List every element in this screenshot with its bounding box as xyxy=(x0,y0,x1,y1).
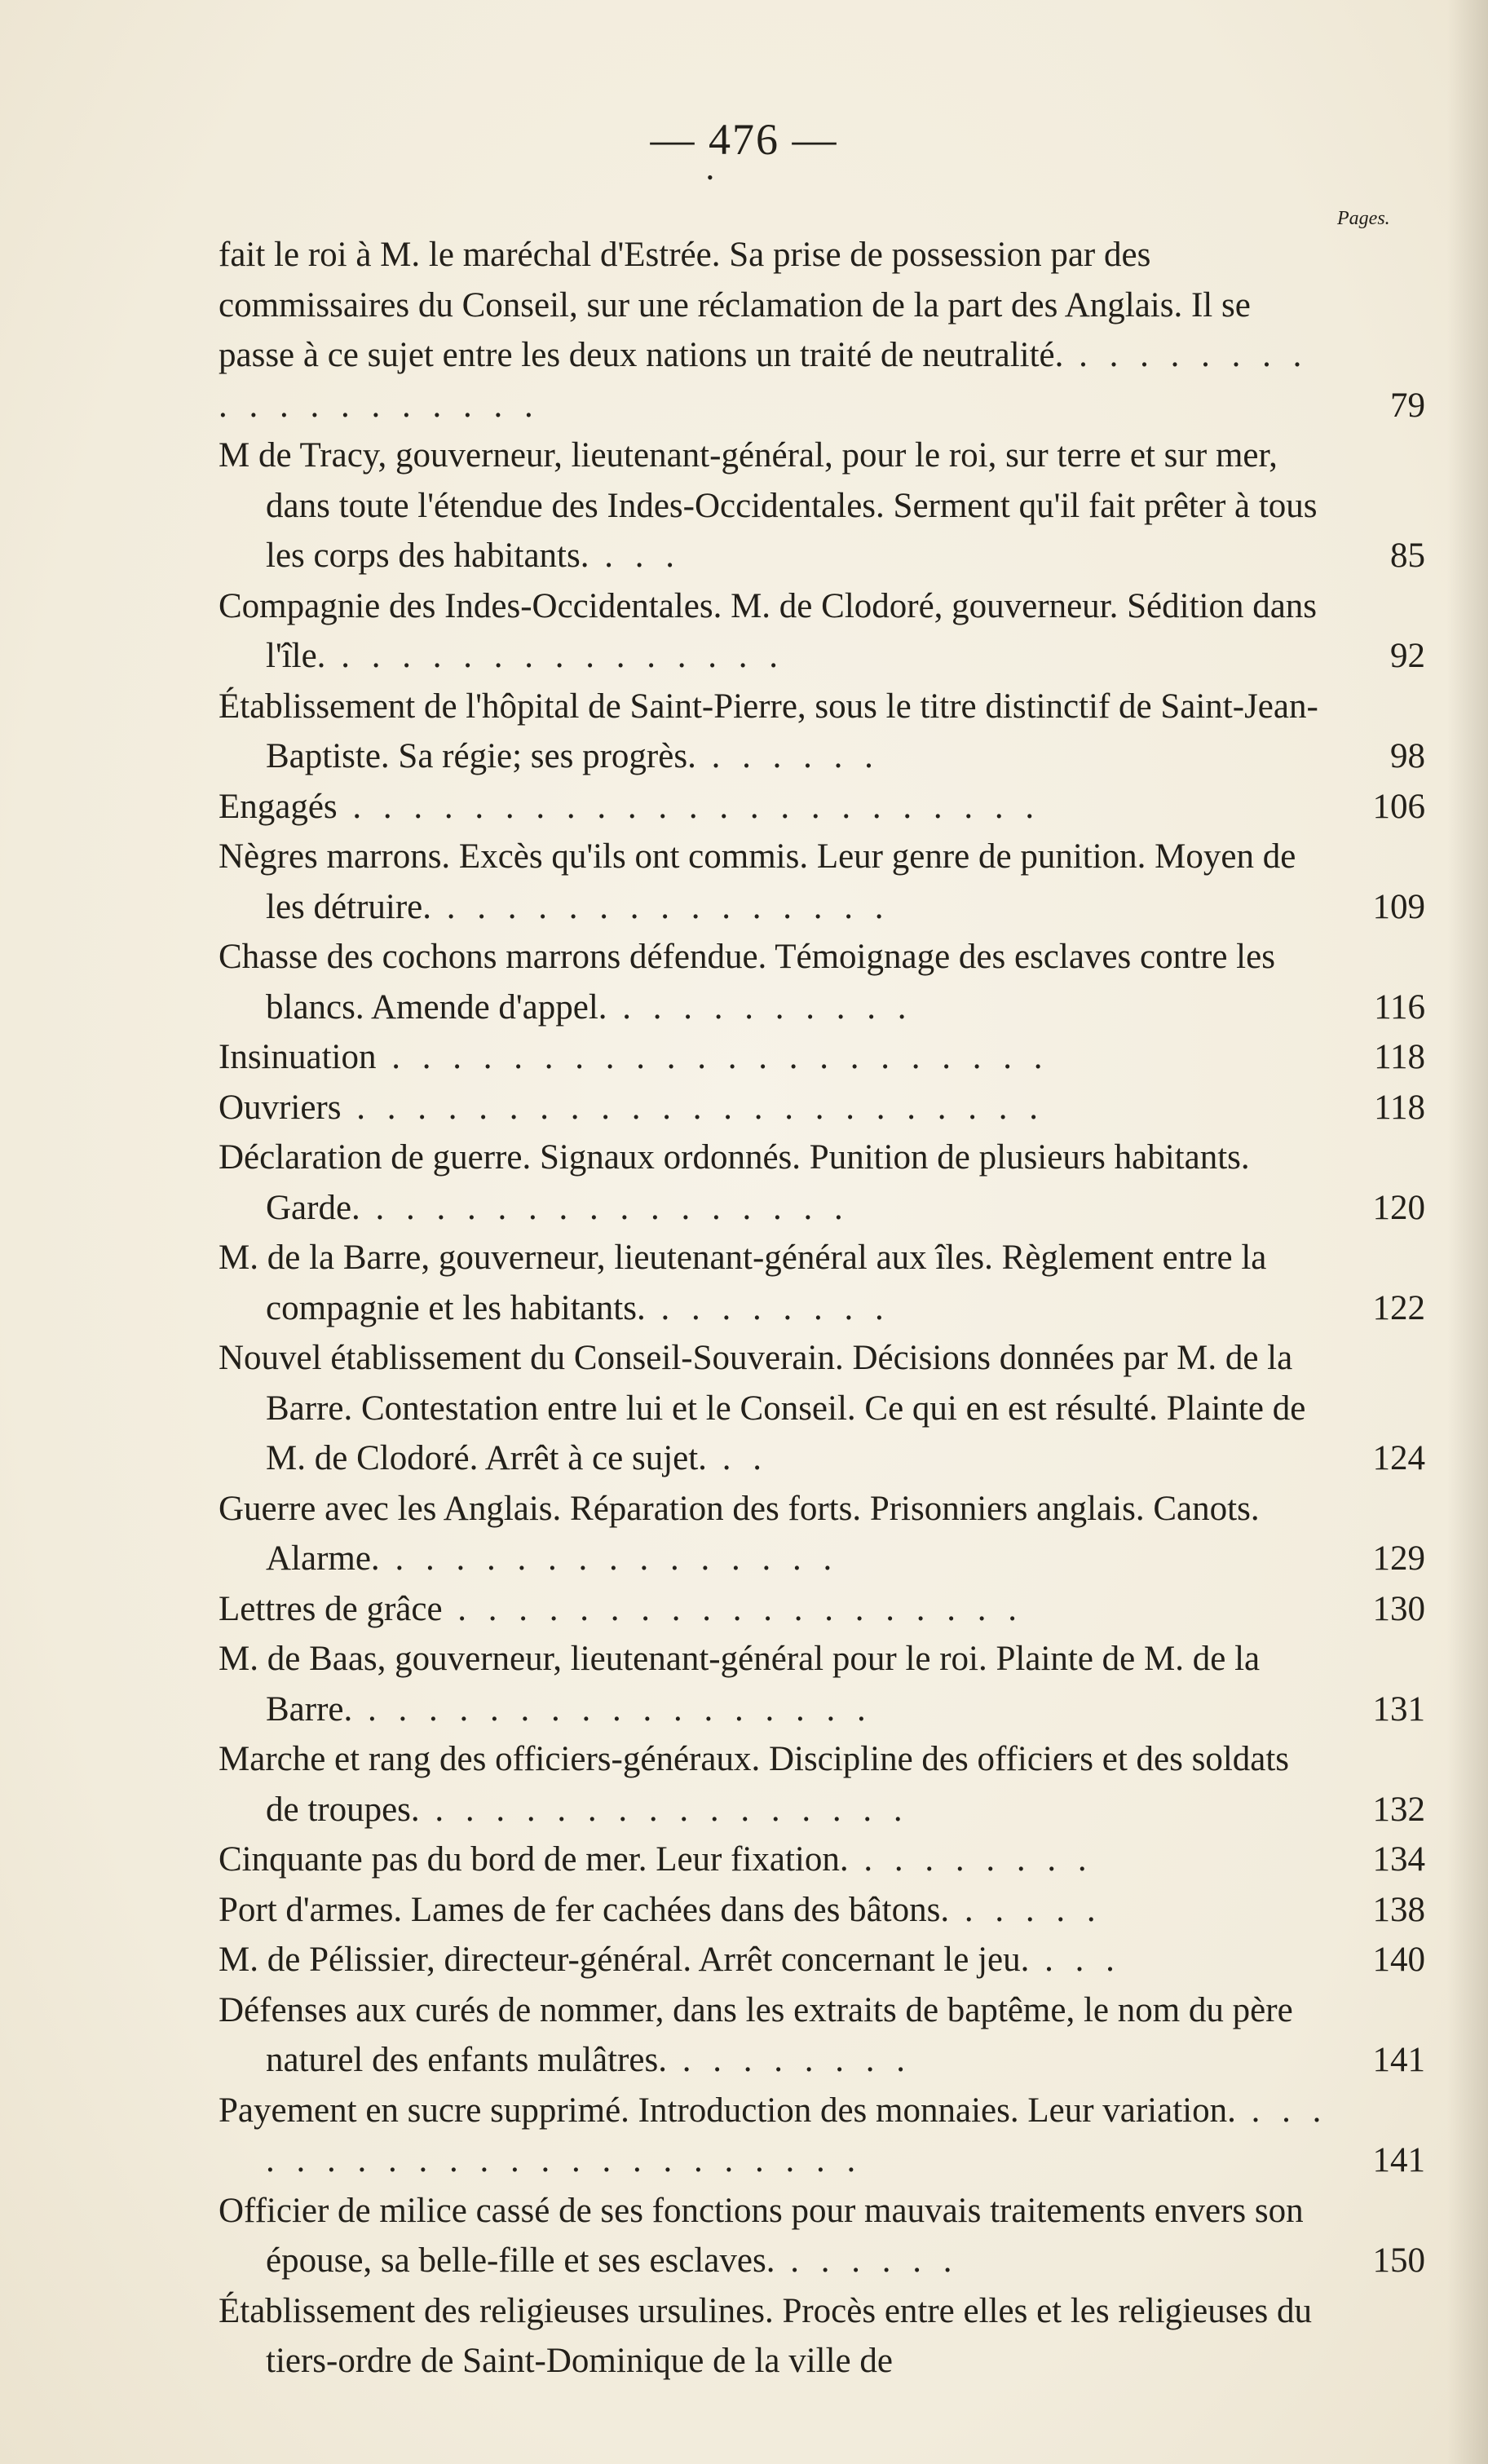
entry-text: Engagés xyxy=(219,787,338,826)
toc-entry xyxy=(219,1885,1450,1936)
dot-leader: . . . . . . . . . . . . . . . . . xyxy=(352,1689,872,1729)
toc-entry xyxy=(219,682,1450,782)
page-ref: 92 xyxy=(1390,637,1425,675)
entry-text: M de Tracy, gouverneur, lieutenant-général, pour le roi, sur terre et sur mer, dans toute l'étendue des Indes-Occidentales. Serment qu'il fait prêter à tous les corps des habitants. xyxy=(219,436,1318,575)
page-ref: 79 xyxy=(1390,386,1425,425)
page-ref: 118 xyxy=(1374,1088,1425,1127)
entry-text: Guerre avec les Anglais. Réparation des forts. Prisonniers anglais. Canots. Alarme. xyxy=(219,1489,1260,1578)
dot-leader: . . . . . . xyxy=(775,2241,959,2280)
printer-mark: • xyxy=(707,167,713,188)
dot-leader: . . . . . . . . . . . . . . . xyxy=(431,887,890,926)
toc-entry xyxy=(219,832,1450,932)
dot-leader: . . . xyxy=(1029,1941,1121,1979)
toc-entry xyxy=(219,1233,1450,1333)
entry-text: Déclaration de guerre. Signaux ordonnés. Punition de plusieurs habitants. Garde. xyxy=(219,1138,1250,1227)
dot-leader: . . . xyxy=(589,537,681,575)
page-ref: 131 xyxy=(1372,1689,1425,1729)
entry-text: Marche et rang des officiers-généraux. Discipline des officiers et des soldats de troupes. xyxy=(219,1740,1290,1829)
page-ref: 98 xyxy=(1390,737,1425,775)
dot-leader: . . . . . . . . . . . . . . . . . . . xyxy=(442,1589,1024,1628)
toc-entry xyxy=(219,581,1450,682)
page-ref: 130 xyxy=(1372,1589,1425,1628)
page-ref: 150 xyxy=(1372,2241,1425,2280)
page-ref: 132 xyxy=(1372,1790,1425,1829)
page-ref: 109 xyxy=(1372,887,1425,926)
entry-text: Lettres de grâce xyxy=(219,1589,443,1628)
entry-text: Chasse des cochons marrons défendue. Témoignage des esclaves contre les blancs. Amende d'appel. xyxy=(219,938,1275,1027)
toc-entry xyxy=(219,230,1450,431)
entry-text: Cinquante pas du bord de mer. Leur fixation. xyxy=(219,1840,849,1879)
toc-entry xyxy=(219,1985,1450,2086)
toc-entry xyxy=(219,2286,1450,2387)
toc-entry xyxy=(219,1032,1450,1083)
page-ref: 106 xyxy=(1372,787,1425,826)
toc-entry xyxy=(219,1133,1450,1233)
entry-text: Officier de milice cassé de ses fonctions pour mauvais traitements envers son épouse, sa belle-fille et ses esclaves. xyxy=(219,2191,1304,2280)
page-ref: 140 xyxy=(1372,1941,1425,1979)
dot-leader: . . . . . . . . . . xyxy=(607,987,913,1027)
entry-text: M. de la Barre, gouverneur, lieutenant-général aux îles. Règlement entre la compagnie et les habitants. xyxy=(219,1239,1267,1327)
dot-leader: . . . . . . . . xyxy=(645,1288,890,1327)
dot-leader: . . . . . xyxy=(949,1890,1102,1929)
dot-leader: . . . . . . . . . . . . . . . . xyxy=(419,1790,909,1829)
toc-entry xyxy=(219,1835,1450,1885)
dot-leader: . . . . . . . . . . . . . . . . . . . . . . . xyxy=(341,1088,1044,1127)
dot-leader: . . . . . . . . . . . . . . . xyxy=(325,637,784,675)
dot-leader: . . . . . . . . . . . . . . . xyxy=(379,1539,839,1578)
page-number: — 476 — xyxy=(650,115,838,164)
page-ref: 138 xyxy=(1372,1890,1425,1929)
dot-leader: . . xyxy=(706,1439,768,1477)
dot-leader: . . . . . . . . xyxy=(666,2041,912,2079)
dot-leader: . . . . . . . . . . . . . . . . . . . . . . xyxy=(376,1038,1049,1076)
page-edge-shadow xyxy=(1447,0,1488,2464)
page-ref: 141 xyxy=(1372,2141,1425,2179)
toc-entry xyxy=(219,431,1450,581)
toc-entry xyxy=(219,2186,1450,2286)
toc-entry xyxy=(219,1734,1450,1835)
toc-entry xyxy=(219,1935,1450,1985)
entry-text: Payement en sucre supprimé. Introduction des monnaies. Leur variation. xyxy=(219,2091,1236,2130)
entry-text: Nouvel établissement du Conseil-Souverain. Décisions données par M. de la Barre. Contestation entre lui et le Conseil. Ce qui en est résulté. Plainte de M. de Clodoré. Arrêt à ce sujet. xyxy=(219,1339,1306,1477)
toc-entry xyxy=(219,782,1450,832)
toc-entry xyxy=(219,932,1450,1032)
entry-text: M. de Baas, gouverneur, lieutenant-général pour le roi. Plainte de M. de la Barre. xyxy=(219,1640,1261,1729)
page-ref: 124 xyxy=(1372,1439,1425,1477)
page-ref: 85 xyxy=(1390,537,1425,575)
page-ref: 129 xyxy=(1372,1539,1425,1578)
toc-entry xyxy=(219,1484,1450,1584)
dot-leader: . . . . . . . . . . . . . . . . xyxy=(360,1188,850,1227)
page-ref: 120 xyxy=(1372,1188,1425,1227)
entry-text: Insinuation xyxy=(219,1038,377,1076)
entry-text: Établissement de l'hôpital de Saint-Pierre, sous le titre distinctif de Saint-Jean-Baptiste. Sa régie; ses progrès. xyxy=(219,687,1318,775)
entry-text: Établissement des religieuses ursulines. Procès entre elles et les religieuses du tiers-ordre de Saint-Dominique de la ville de xyxy=(219,2291,1312,2380)
table-of-contents xyxy=(219,230,1450,2387)
page-ref: 118 xyxy=(1374,1038,1425,1076)
dot-leader: . . . . . . xyxy=(695,737,880,775)
dot-leader: . . . . . . . . . . . . . . . . . . . . . . . xyxy=(266,2091,1328,2179)
pages-column-header: Pages. xyxy=(1337,208,1390,229)
page-ref: 134 xyxy=(1372,1840,1425,1879)
entry-text: Défenses aux curés de nommer, dans les extraits de baptême, le nom du père naturel des enfants mulâtres. xyxy=(219,1990,1293,2079)
dot-leader: . . . . . . . . xyxy=(848,1840,1093,1879)
toc-entry xyxy=(219,1634,1450,1734)
page-ref: 116 xyxy=(1374,987,1425,1027)
toc-entry xyxy=(219,2086,1450,2186)
entry-text: Nègres marrons. Excès qu'ils ont commis. Leur genre de punition. Moyen de les détruire. xyxy=(219,837,1296,926)
entry-text: Ouvriers xyxy=(219,1088,342,1127)
toc-entry xyxy=(219,1083,1450,1133)
page-ref: 141 xyxy=(1372,2041,1425,2079)
entry-text: fait le roi à M. le maréchal d'Estrée. Sa prise de possession par des commissaires du Conseil, sur une réclamation de la part des Anglais. Il se passe à ce sujet entre les deux nations un traité de neutralité. xyxy=(219,236,1251,374)
toc-entry xyxy=(219,1333,1450,1484)
entry-text: Port d'armes. Lames de fer cachées dans des bâtons. xyxy=(219,1890,950,1929)
dot-leader: . . . . . . . . . . . . . . . . . . . xyxy=(219,336,1309,425)
dot-leader: . . . . . . . . . . . . . . . . . . . . . . . xyxy=(337,787,1041,826)
entry-text: M. de Pélissier, directeur-général. Arrêt concernant le jeu. xyxy=(219,1941,1030,1979)
entry-text: Compagnie des Indes-Occidentales. M. de Clodoré, gouverneur. Sédition dans l'île. xyxy=(219,586,1318,675)
toc-entry xyxy=(219,1584,1450,1635)
page-ref: 122 xyxy=(1372,1288,1425,1327)
